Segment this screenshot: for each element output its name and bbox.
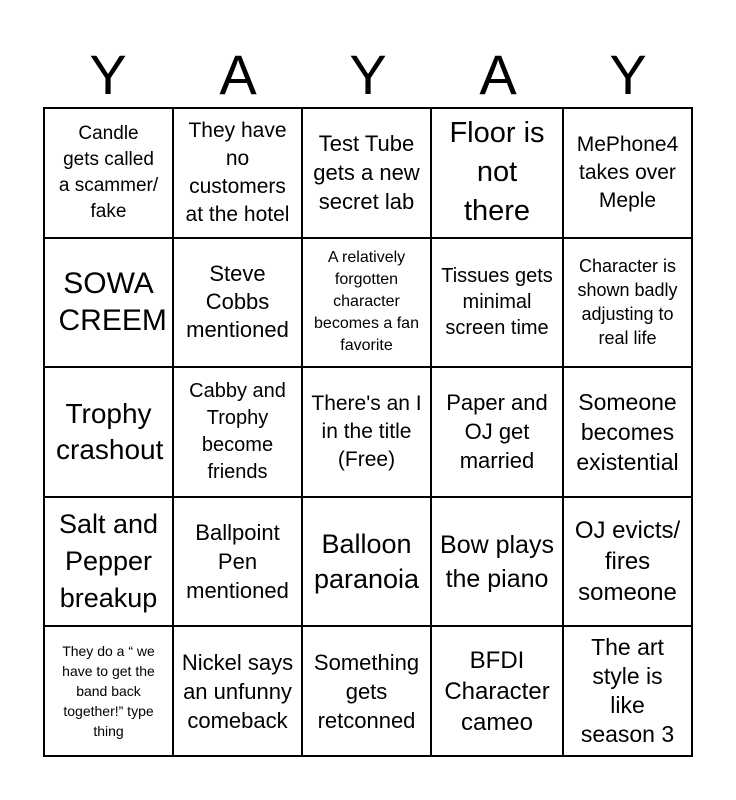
header-letter-2: A: [219, 43, 257, 106]
bingo-cell-r3c4[interactable]: [431, 367, 563, 497]
cell-text: Tissues gets minimal screen time: [441, 265, 553, 340]
bingo-cell-r3c1[interactable]: [44, 367, 173, 497]
cell-text: Steve Cobbs mentioned: [186, 261, 289, 343]
header-letter-5: Y: [609, 43, 647, 106]
cell-text: Balloon paranoia: [313, 528, 420, 594]
bingo-cell-r1c3[interactable]: [302, 108, 431, 238]
bingo-cell-r4c4[interactable]: [431, 497, 563, 627]
bingo-cell-r2c2[interactable]: [173, 238, 302, 368]
bingo-header: [43, 42, 693, 108]
cell-text: Ballpoint Pen mentioned: [186, 520, 289, 604]
bingo-cell-r4c5[interactable]: [563, 497, 692, 627]
bingo-cell-r1c1[interactable]: [44, 108, 173, 238]
bingo-cell-r5c3[interactable]: [302, 626, 431, 756]
cell-text: Paper and OJ get married: [446, 390, 548, 474]
cell-text: Candle gets called a scammer/ fake: [58, 122, 159, 222]
cell-text: BFDI Character cameo: [444, 646, 550, 736]
bingo-cell-r5c1[interactable]: [44, 626, 173, 756]
cell-text: There's an I in the title (Free): [311, 391, 422, 471]
header-letter-3: Y: [349, 43, 387, 106]
bingo-cell-r2c5[interactable]: [563, 238, 692, 368]
bingo-card: [43, 107, 693, 757]
bingo-cell-r1c2[interactable]: [173, 108, 302, 238]
bingo-cell-r1c4[interactable]: [431, 108, 563, 238]
header-letter-4: A: [479, 43, 517, 106]
cell-text: Test Tube gets a new secret lab: [313, 131, 420, 215]
bingo-cell-r3c2[interactable]: [173, 367, 302, 497]
bingo-cell-r5c2[interactable]: [173, 626, 302, 756]
bingo-cell-r2c4[interactable]: [431, 238, 563, 368]
cell-text: OJ evicts/ fires someone: [574, 517, 681, 607]
cell-text: MePhone4 takes over Meple: [576, 132, 679, 212]
bingo-cell-r3c5[interactable]: [563, 367, 692, 497]
cell-text: Nickel says an unfunny comeback: [181, 649, 294, 733]
cell-text: Salt and Pepper breakup: [58, 509, 159, 614]
cell-text: They have no customers at the hotel: [185, 118, 290, 226]
bingo-cell-r4c3[interactable]: [302, 497, 431, 627]
cell-text: They do a “ we have to get the band back together!” type thing: [62, 643, 155, 740]
bingo-cell-r5c5[interactable]: [563, 626, 692, 756]
cell-text: A relatively forgotten character becomes a fan favorite: [314, 249, 419, 355]
cell-text: Cabby and Trophy become friends: [189, 379, 286, 483]
cell-text: Something gets retconned: [313, 649, 420, 733]
header-letter-1: Y: [89, 43, 127, 106]
cell-text: Floor is not there: [449, 117, 545, 228]
bingo-cell-r3c3[interactable]: [302, 367, 431, 497]
bingo-cell-r2c1[interactable]: [44, 238, 173, 368]
bingo-cell-r1c5[interactable]: [563, 108, 692, 238]
cell-text: Bow plays the piano: [440, 530, 554, 593]
bingo-cell-r5c4[interactable]: [431, 626, 563, 756]
cell-text: The art style is like season 3: [580, 634, 675, 748]
cell-text: Trophy crashout: [56, 397, 164, 465]
cell-text: Someone becomes existential: [576, 388, 679, 475]
bingo-cell-r4c1[interactable]: [44, 497, 173, 627]
cell-text: Character is shown badly adjusting to real life: [577, 256, 678, 349]
bingo-cell-r4c2[interactable]: [173, 497, 302, 627]
cell-text: SOWA CREEM: [58, 267, 167, 338]
bingo-cell-r2c3[interactable]: [302, 238, 431, 368]
